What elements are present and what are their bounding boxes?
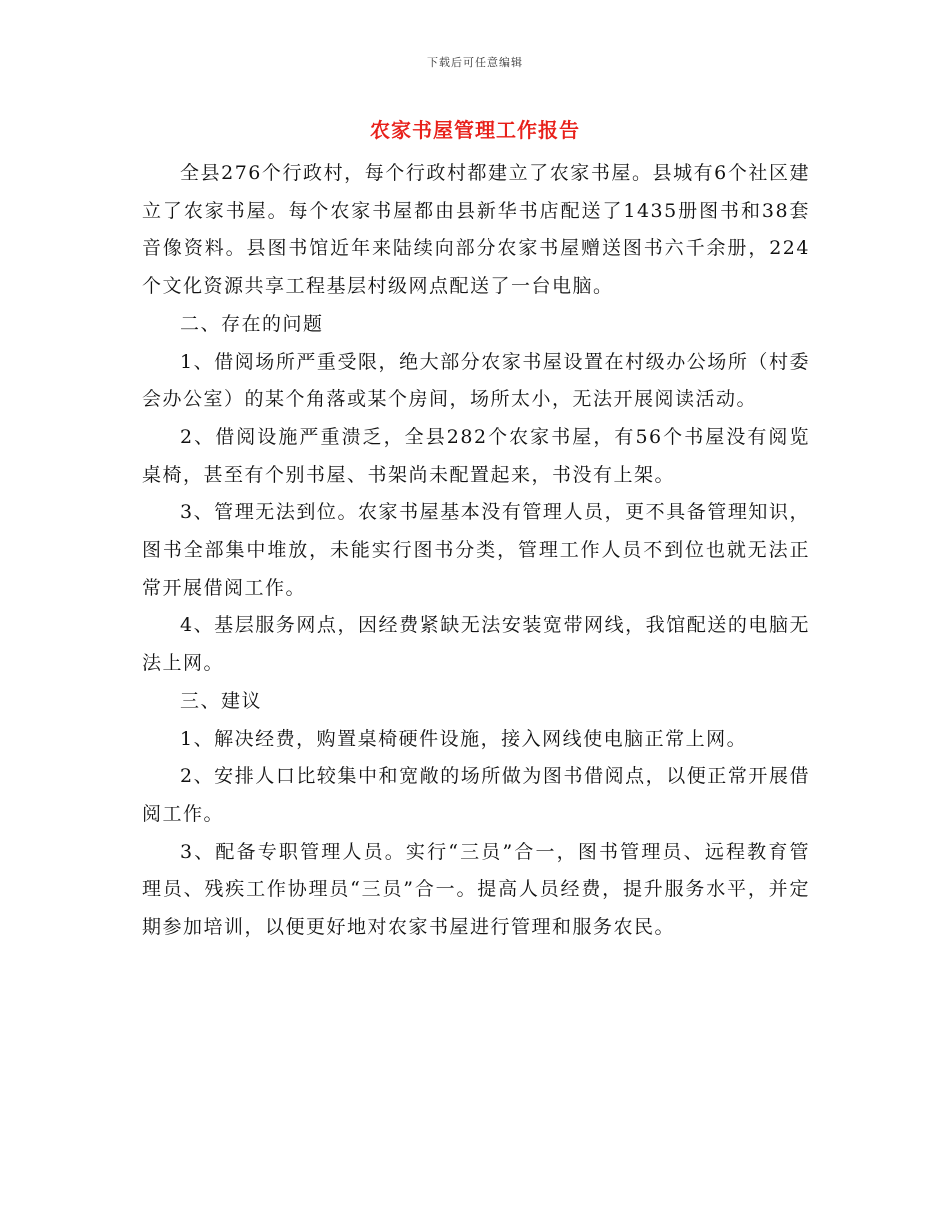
paragraph-problem-1: 1、借阅场所严重受限，绝大部分农家书屋设置在村级办公场所（村委会办公室）的某个角落或某个房间，场所太小，无法开展阅读活动。 [142,350,810,411]
paragraph-problem-4: 4、基层服务网点，因经费紧缺无法安装宽带网线，我馆配送的电脑无法上网。 [142,614,810,675]
document-title: 农家书屋管理工作报告 [370,118,580,142]
section-heading-suggestions: 三、建议 [180,689,263,712]
paragraph-intro: 全县276个行政村，每个行政村都建立了农家书屋。县城有6个社区建立了农家书屋。每个农家书屋都由县新华书店配送了1435册图书和38套音像资料。县图书馆近年来陆续向部分农家书屋赠送图书六千余册，224个文化资源共享工程基层村级网点配送了一台电脑。 [142,162,810,298]
document-body [142,155,810,947]
paragraph-problem-3: 3、管理无法到位。农家书屋基本没有管理人员，更不具备管理知识，图书全部集中堆放，未能实行图书分类，管理工作人员不到位也就无法正常开展借阅工作。 [142,501,810,599]
header-note: 下载后可任意编辑 [427,56,523,69]
paragraph-suggestion-1: 1、解决经费，购置桌椅硬件设施，接入网线使电脑正常上网。 [180,727,748,750]
paragraph-suggestion-3: 3、配备专职管理人员。实行“三员”合一，图书管理员、远程教育管理员、残疾工作协理员“三员”合一。提高人员经费，提升服务水平，并定期参加培训，以便更好地对农家书屋进行管理和服务农民。 [142,840,810,939]
section-heading-problems: 二、存在的问题 [180,312,324,335]
paragraph-problem-2: 2、借阅设施严重溃乏，全县282个农家书屋，有56个书屋没有阅览桌椅，甚至有个别书屋、书架尚未配置起来，书没有上架。 [142,425,810,486]
paragraph-suggestion-2: 2、安排人口比较集中和宽敞的场所做为图书借阅点，以便正常开展借阅工作。 [142,765,810,825]
